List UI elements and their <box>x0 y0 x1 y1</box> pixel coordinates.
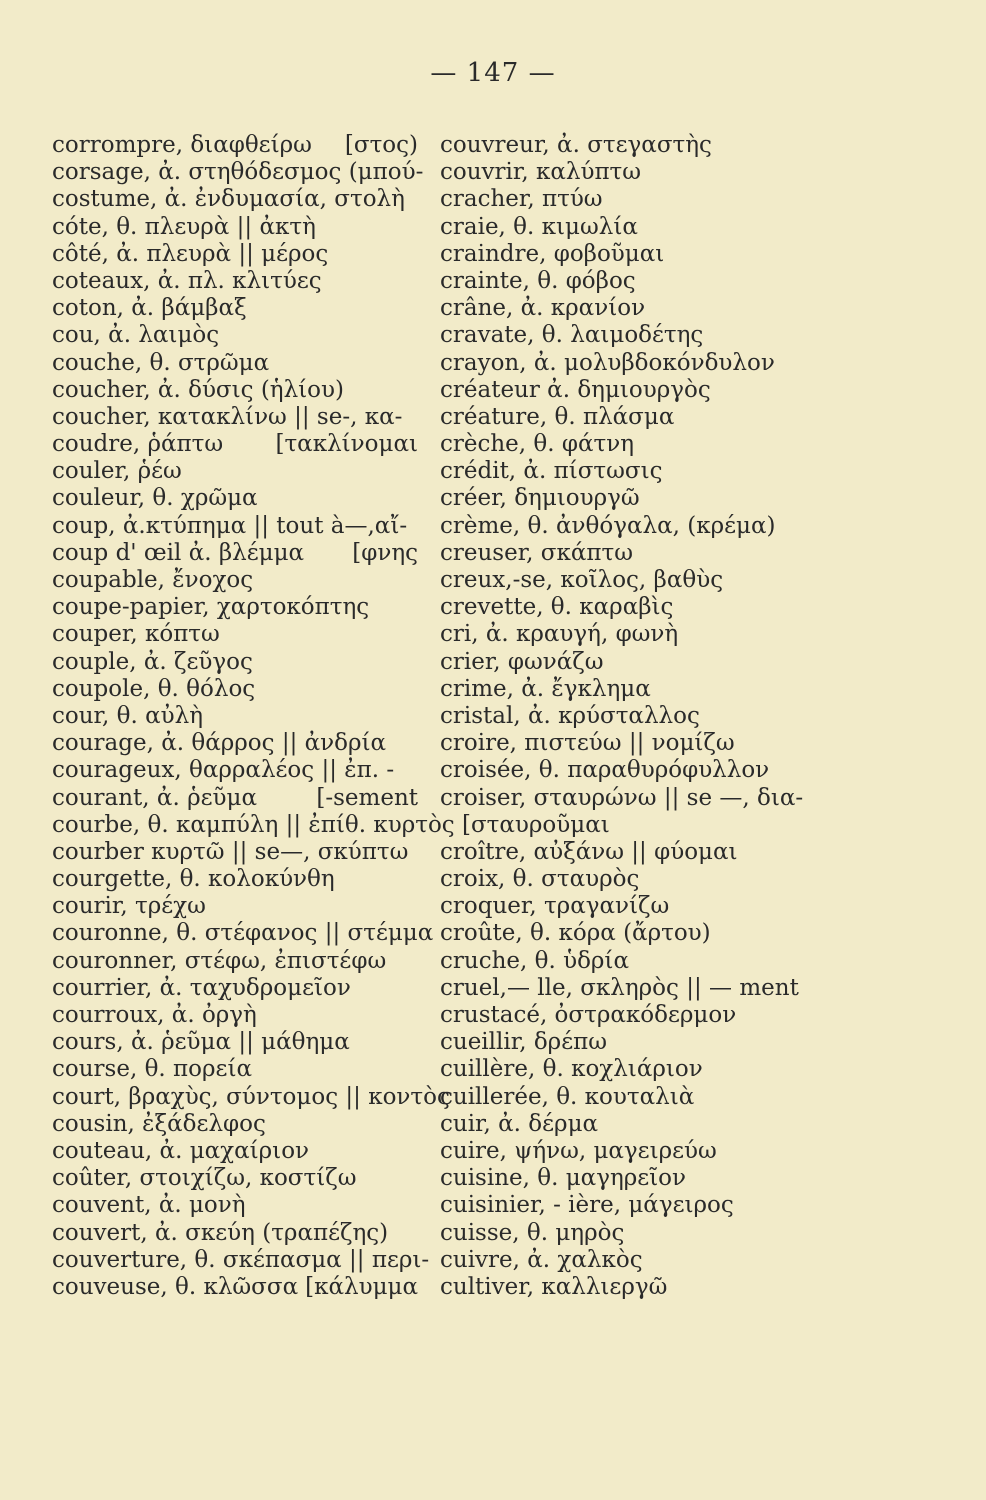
entry-text: couverture, θ. σκέπασμα || περι- <box>52 1246 430 1273</box>
entry-text: croûte, θ. κόρα (ἄρτου) <box>440 920 711 947</box>
entry-text: coudre, ῥάπτω <box>52 431 224 458</box>
entry-text: couvreur, ἀ. στεγαστὴς <box>440 132 712 158</box>
dictionary-entry <box>52 1029 430 1056</box>
dictionary-entry <box>440 241 860 268</box>
dictionary-entry <box>440 676 860 703</box>
dictionary-entry <box>52 1056 430 1083</box>
dictionary-entry <box>440 404 860 431</box>
dictionary-entry <box>52 1002 430 1029</box>
entry-text: couveuse, θ. κλῶσσα <box>52 1273 299 1300</box>
entry-text: cóte, θ. πλευρὰ || ἀκτὴ <box>52 213 316 240</box>
dictionary-entry <box>440 866 860 893</box>
entry-text: cristal, ἀ. κρύσταλλος <box>440 702 700 729</box>
entry-text: cultiver, καλλιεργῶ <box>440 1273 668 1300</box>
dictionary-entry <box>52 703 430 730</box>
dictionary-entry <box>52 811 455 839</box>
dictionary-column-right <box>440 132 860 1301</box>
entry-text: couleur, θ. χρῶμα <box>52 485 258 512</box>
entry-text: couronner, στέφω, ἐπιστέφω <box>52 947 387 974</box>
dictionary-entry <box>52 621 430 648</box>
entry-text: croiser, σταυρώνω || se —, δια- <box>440 784 804 811</box>
dictionary-entry <box>440 295 860 322</box>
entry-text: courage, ἀ. θάρρος || ἀνδρία <box>52 730 387 757</box>
dictionary-entry <box>52 975 430 1002</box>
dictionary-entry <box>440 350 860 377</box>
entry-text: coupole, θ. θόλος <box>52 675 256 702</box>
dictionary-entry <box>440 757 860 784</box>
dictionary-entry <box>440 1220 860 1247</box>
dictionary-entry <box>440 1274 860 1301</box>
dictionary-entry <box>440 703 860 730</box>
dictionary-entry <box>52 377 430 404</box>
entry-text: coûter, στοιχίζω, κοστίζω <box>52 1165 357 1192</box>
entry-text: créer, δημιουργῶ <box>440 485 640 512</box>
dictionary-entry <box>52 893 430 920</box>
dictionary-entry <box>52 159 430 186</box>
dictionary-entry <box>52 785 430 812</box>
dictionary-entry <box>52 839 430 866</box>
entry-text: coupe-papier, χαρτοκόπτης <box>52 594 370 621</box>
entry-continuation: [φνης <box>352 539 418 566</box>
entry-text: cuisse, θ. μηρὸς <box>440 1219 625 1246</box>
entry-text: cracher, πτύω <box>440 186 603 213</box>
dictionary-entry <box>52 1247 430 1274</box>
entry-text: crâne, ἀ. κρανίον <box>440 295 646 322</box>
entry-text: courant, ἀ. ῥεῦμα <box>52 784 257 811</box>
dictionary-entry <box>52 730 430 757</box>
entry-text: crayon, ἀ. μολυβδοκόνδυλον <box>440 349 775 376</box>
dictionary-entry <box>440 513 860 540</box>
dictionary-entry <box>440 322 860 349</box>
dictionary-entry <box>52 1138 430 1165</box>
dictionary-entry <box>440 268 860 295</box>
entry-text: cour, θ. αὐλὴ <box>52 702 203 729</box>
entry-text: corrompre, διαφθείρω <box>52 132 312 158</box>
dictionary-entry <box>52 485 430 512</box>
dictionary-entry <box>52 404 430 431</box>
entry-text: courir, τρέχω <box>52 893 206 920</box>
dictionary-entry <box>52 214 430 241</box>
entry-text: croire, πιστεύω || νομίζω <box>440 730 735 757</box>
entry-continuation: [στος) <box>344 132 418 158</box>
entry-text: coteaux, ἀ. πλ. κλιτύες <box>52 267 322 294</box>
dictionary-entry <box>52 431 430 458</box>
dictionary-entry <box>440 186 860 213</box>
entry-text: [σταυροῦμαι <box>462 811 610 838</box>
dictionary-entry <box>440 540 860 567</box>
page-number: — 147 — <box>430 58 556 88</box>
dictionary-entry <box>440 812 860 839</box>
entry-text: cravate, θ. λαιμοδέτης <box>440 322 704 349</box>
dictionary-entry <box>52 1192 430 1219</box>
entry-text: créateur ἀ. δημιουργὸς <box>440 376 711 403</box>
entry-text: couper, κόπτω <box>52 621 220 648</box>
entry-continuation: [-sement <box>316 784 418 811</box>
entry-text: courgette, θ. κολοκύνθη <box>52 866 335 893</box>
entry-text: courrier, ἀ. ταχυδρομεῖον <box>52 974 351 1001</box>
dictionary-entry <box>52 948 430 975</box>
entry-text: cri, ἀ. κραυγή, φωνὴ <box>440 621 679 648</box>
entry-text: couteau, ἀ. μαχαίριον <box>52 1137 310 1164</box>
dictionary-entry <box>52 1220 430 1247</box>
entry-text: courber κυρτῶ || se—, σκύπτω <box>52 838 409 865</box>
entry-text: cuisinier, - ière, μάγειρος <box>440 1192 734 1219</box>
dictionary-entry <box>52 458 430 485</box>
entry-text: crime, ἀ. ἔγκλημα <box>440 675 651 702</box>
entry-text: créature, θ. πλάσμα <box>440 403 675 430</box>
entry-text: creux,-se, κοῖλος, βαθὺς <box>440 567 724 593</box>
entry-text: coucher, κατακλίνω || se-, κα- <box>52 403 403 430</box>
entry-text: couronne, θ. στέφανος || στέμμα <box>52 920 434 947</box>
dictionary-entry <box>440 920 860 947</box>
dictionary-entry <box>52 132 430 159</box>
dictionary-entry <box>52 540 430 567</box>
dictionary-entry <box>440 1165 860 1192</box>
entry-text: craindre, φοβοῦμαι <box>440 240 665 267</box>
dictionary-entry <box>52 757 430 784</box>
dictionary-entry <box>440 594 860 621</box>
entry-text: couple, ἀ. ζεῦγος <box>52 648 253 675</box>
dictionary-entry <box>440 785 860 812</box>
dictionary-entry <box>52 1083 450 1111</box>
dictionary-entry <box>440 431 860 458</box>
entry-text: crier, φωνάζω <box>440 648 604 675</box>
dictionary-entry <box>440 214 860 241</box>
entry-text: creuser, σκάπτω <box>440 539 634 566</box>
entry-text: cuillère, θ. κοχλιάριον <box>440 1056 703 1083</box>
entry-text: couvent, ἀ. μονὴ <box>52 1192 246 1219</box>
entry-text: coton, ἀ. βάμβαξ <box>52 295 247 322</box>
dictionary-entry <box>52 295 430 322</box>
entry-text: couvert, ἀ. σκεύη (τραπέζης) <box>52 1219 389 1246</box>
entry-text: couvrir, καλύπτω <box>440 159 642 186</box>
dictionary-entry <box>440 485 860 512</box>
entry-text: courroux, ἀ. ὀργὴ <box>52 1002 257 1028</box>
entry-text: cou, ἀ. λαιμὸς <box>52 322 220 349</box>
entry-text: cousin, ἐξάδελφος <box>52 1110 266 1137</box>
entry-text: cours, ἀ. ῥεῦμα || μάθημα <box>52 1029 350 1056</box>
dictionary-entry <box>52 676 430 703</box>
dictionary-entry <box>52 866 430 893</box>
dictionary-entry <box>440 839 860 866</box>
dictionary-entry <box>52 567 430 594</box>
entry-text: couler, ῥέω <box>52 458 182 485</box>
dictionary-entry <box>52 513 430 540</box>
dictionary-entry <box>440 159 860 186</box>
entry-text: cueillir, δρέπω <box>440 1029 607 1056</box>
dictionary-entry <box>52 594 430 621</box>
dictionary-entry <box>52 920 434 947</box>
entry-text: cuivre, ἀ. χαλκὸς <box>440 1246 643 1273</box>
entry-text: cuisine, θ. μαγηρεῖον <box>440 1165 687 1192</box>
dictionary-entry <box>440 1056 860 1083</box>
entry-text: court, βραχὺς, σύντομος || κοντὸς <box>52 1083 450 1110</box>
dictionary-entry <box>440 458 860 485</box>
dictionary-entry <box>440 621 860 648</box>
dictionary-entry <box>52 350 430 377</box>
dictionary-entry <box>440 649 860 676</box>
entry-text: cruel,— lle, σκληρὸς || — ment <box>440 974 799 1001</box>
entry-text: course, θ. πορεία <box>52 1056 252 1083</box>
entry-continuation: [τακλίνομαι <box>275 431 418 458</box>
dictionary-entry <box>52 1111 430 1138</box>
dictionary-entry <box>440 948 860 975</box>
dictionary-entry <box>440 132 860 159</box>
entry-text: coucher, ἀ. δύσις (ἡλίου) <box>52 376 344 403</box>
dictionary-entry <box>440 1138 860 1165</box>
entry-text: crainte, θ. φόβος <box>440 267 636 294</box>
entry-text: côté, ἀ. πλευρὰ || μέρος <box>52 240 329 267</box>
entry-text: crustacé, ὀστρακόδερμον <box>440 1002 737 1028</box>
entry-text: croître, αὐξάνω || φύομαι <box>440 838 738 865</box>
dictionary-entry <box>440 1029 860 1056</box>
dictionary-entry <box>440 1247 860 1274</box>
dictionary-entry <box>440 1111 860 1138</box>
dictionary-entry <box>440 1084 860 1111</box>
entry-text: crèche, θ. φάτνη <box>440 431 635 458</box>
entry-text: cuir, ἀ. δέρμα <box>440 1110 599 1137</box>
entry-text: coup d' œil ἀ. βλέμμα <box>52 539 305 566</box>
dictionary-entry <box>52 186 430 213</box>
dictionary-entry <box>440 1192 860 1219</box>
entry-text: costume, ἀ. ἐνδυμασία, στολὴ <box>52 186 405 213</box>
dictionary-entry <box>52 1274 430 1301</box>
entry-text: couche, θ. στρῶμα <box>52 349 270 376</box>
dictionary-entry <box>52 268 430 295</box>
dictionary-entry <box>440 1002 860 1029</box>
entry-text: corsage, ἀ. στηθόδεσμος (μπού- <box>52 159 424 186</box>
entry-continuation: [κάλυμμα <box>305 1273 418 1300</box>
entry-text: crème, θ. ἀνθόγαλα, (κρέμα) <box>440 512 776 539</box>
entry-text: croix, θ. σταυρὸς <box>440 866 640 893</box>
dictionary-entry <box>440 377 860 404</box>
dictionary-column-left <box>52 132 455 1301</box>
dictionary-entry <box>52 241 430 268</box>
entry-text: croisée, θ. παραθυρόφυλλον <box>440 757 770 784</box>
entry-text: cuillerée, θ. κουταλιὰ <box>440 1083 695 1110</box>
dictionary-entry <box>440 975 860 1002</box>
entry-text: cuire, ψήνω, μαγειρεύω <box>440 1137 717 1164</box>
entry-text: courbe, θ. καμπύλη || ἐπίθ. κυρτὸς <box>52 811 455 838</box>
entry-text: crevette, θ. καραβὶς <box>440 594 674 621</box>
entry-text: crédit, ἀ. πίστωσις <box>440 458 663 485</box>
entry-text: craie, θ. κιμωλία <box>440 213 638 240</box>
dictionary-entry <box>52 322 430 349</box>
dictionary-entry <box>440 730 860 757</box>
dictionary-entry <box>440 567 860 594</box>
entry-text: croquer, τραγανίζω <box>440 893 670 920</box>
dictionary-entry <box>52 649 430 676</box>
entry-text: cruche, θ. ὑδρία <box>440 947 629 974</box>
dictionary-entry <box>52 1165 430 1192</box>
entry-text: coupable, ἔνοχος <box>52 567 254 593</box>
entry-text: coup, ἀ.κτύπημα || tout à—,αἴ- <box>52 512 408 539</box>
entry-text: courageux, θαρραλέος || ἐπ. - <box>52 757 395 784</box>
dictionary-entry <box>440 893 860 920</box>
